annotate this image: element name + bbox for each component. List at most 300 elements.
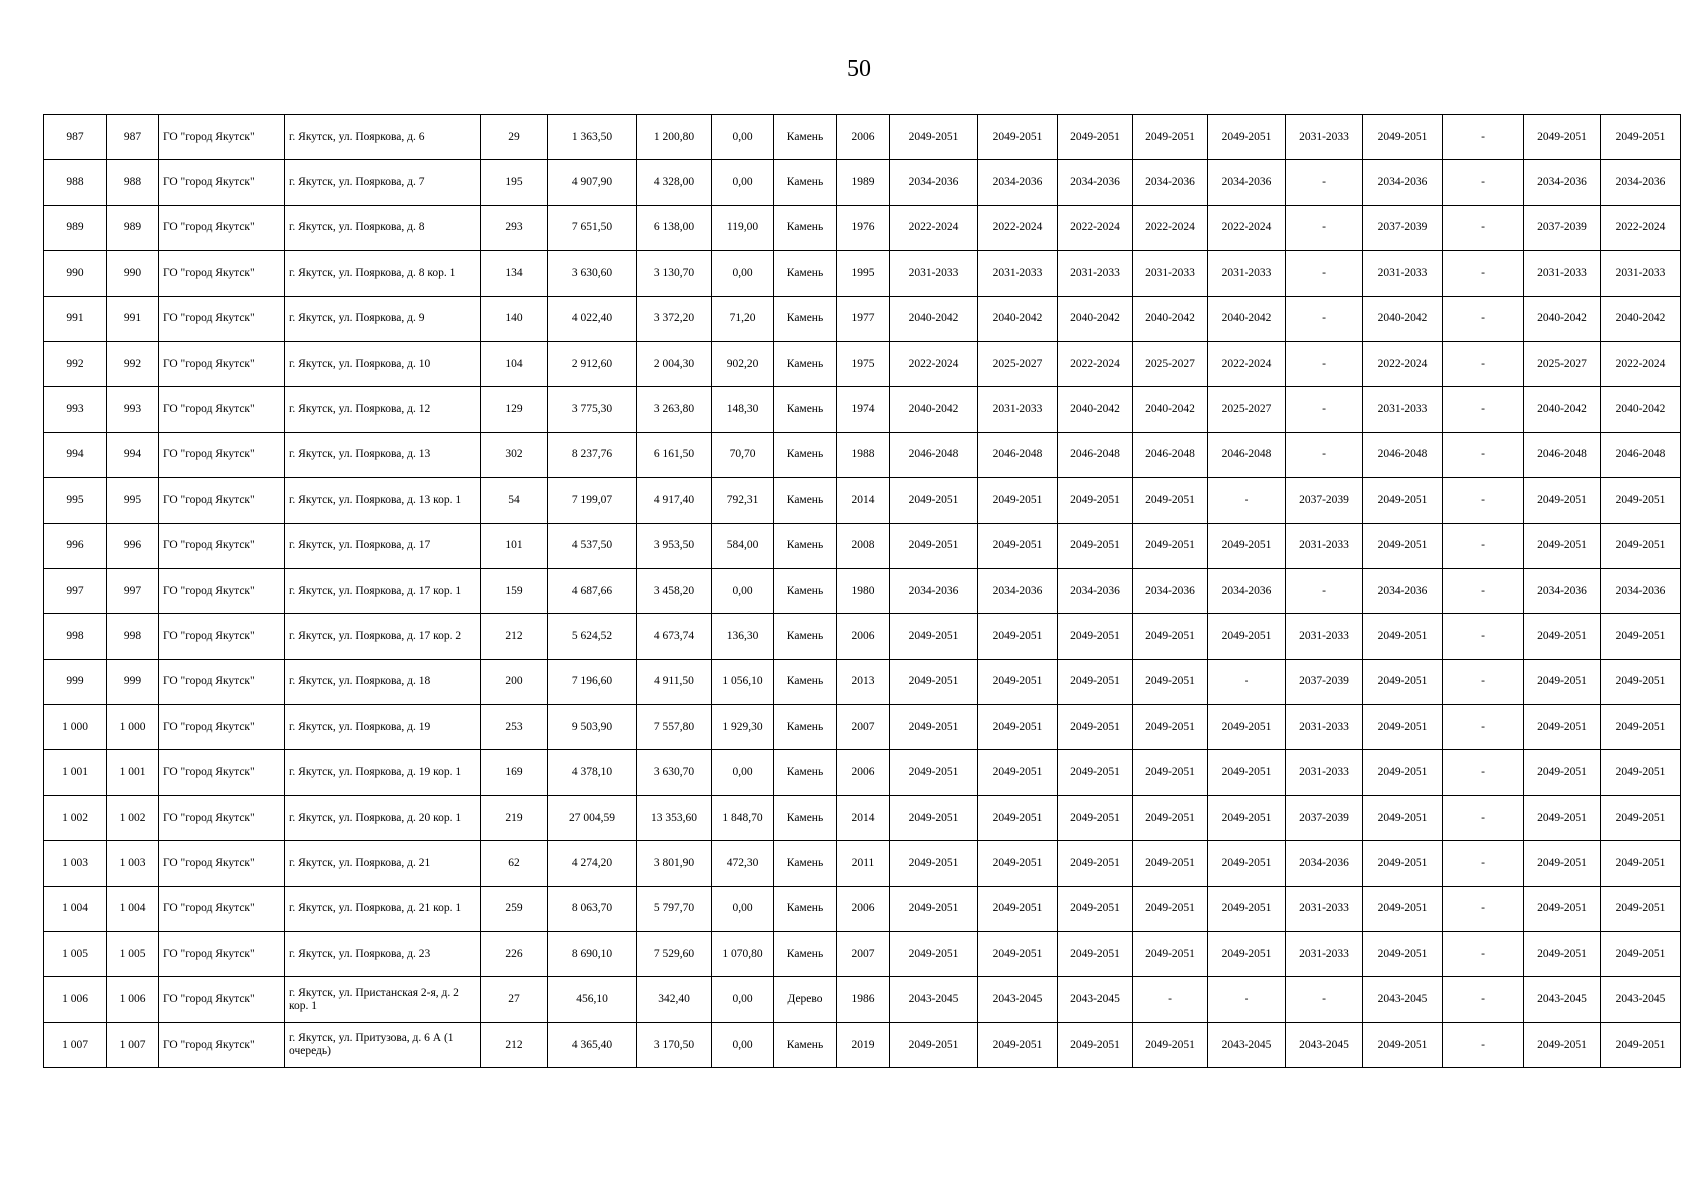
- cell-municipality: ГО "город Якутск": [159, 387, 285, 432]
- cell-period-3: 2049-2051: [1058, 1022, 1133, 1067]
- cell-period-9: 2040-2042: [1524, 296, 1601, 341]
- cell-residents: 259: [481, 886, 548, 931]
- cell-period-3: 2049-2051: [1058, 841, 1133, 886]
- cell-period-3: 2049-2051: [1058, 614, 1133, 659]
- cell-period-7: 2034-2036: [1363, 160, 1443, 205]
- cell-period-7: 2049-2051: [1363, 659, 1443, 704]
- cell-reg-num: 990: [107, 251, 159, 296]
- cell-period-7: 2034-2036: [1363, 568, 1443, 613]
- cell-period-7: 2049-2051: [1363, 841, 1443, 886]
- cell-period-5: 2049-2051: [1208, 886, 1286, 931]
- cell-residents: 212: [481, 614, 548, 659]
- cell-period-4: 2034-2036: [1133, 160, 1208, 205]
- cell-period-6: -: [1286, 341, 1363, 386]
- cell-period-8: -: [1443, 205, 1524, 250]
- cell-period-6: 2031-2033: [1286, 614, 1363, 659]
- cell-reg-num: 988: [107, 160, 159, 205]
- cell-living-area: 3 170,50: [637, 1022, 712, 1067]
- housing-registry-table: [43, 114, 1681, 1068]
- cell-period-8: -: [1443, 296, 1524, 341]
- cell-num: 1 007: [44, 1022, 107, 1067]
- cell-period-1: 2046-2048: [890, 432, 978, 477]
- cell-residents: 54: [481, 478, 548, 523]
- cell-period-5: -: [1208, 478, 1286, 523]
- cell-period-2: 2049-2051: [978, 614, 1058, 659]
- table-row: [44, 568, 1681, 613]
- cell-period-6: -: [1286, 251, 1363, 296]
- cell-period-4: 2049-2051: [1133, 478, 1208, 523]
- cell-wall-material: Камень: [774, 932, 837, 977]
- page-number: 50: [847, 56, 871, 82]
- cell-period-3: 2034-2036: [1058, 568, 1133, 613]
- cell-total-area: 8 063,70: [548, 886, 637, 931]
- cell-period-10: 2049-2051: [1601, 886, 1681, 931]
- cell-period-3: 2043-2045: [1058, 977, 1133, 1022]
- cell-num: 1 002: [44, 795, 107, 840]
- cell-municipality: ГО "город Якутск": [159, 115, 285, 160]
- cell-total-area: 8 237,76: [548, 432, 637, 477]
- cell-address: г. Якутск, ул. Пояркова, д. 20 кор. 1: [285, 795, 481, 840]
- cell-total-area: 27 004,59: [548, 795, 637, 840]
- table-row: [44, 705, 1681, 750]
- cell-living-area: 3 801,90: [637, 841, 712, 886]
- cell-year-built: 2006: [837, 886, 890, 931]
- cell-period-7: 2049-2051: [1363, 523, 1443, 568]
- cell-wall-material: Камень: [774, 160, 837, 205]
- cell-period-9: 2046-2048: [1524, 432, 1601, 477]
- cell-period-8: -: [1443, 568, 1524, 613]
- cell-period-6: -: [1286, 205, 1363, 250]
- cell-num: 991: [44, 296, 107, 341]
- cell-period-10: 2040-2042: [1601, 387, 1681, 432]
- cell-period-9: 2049-2051: [1524, 705, 1601, 750]
- cell-period-1: 2049-2051: [890, 841, 978, 886]
- cell-municipality: ГО "город Якутск": [159, 160, 285, 205]
- cell-period-2: 2046-2048: [978, 432, 1058, 477]
- cell-period-7: 2049-2051: [1363, 614, 1443, 659]
- cell-total-area: 4 907,90: [548, 160, 637, 205]
- cell-period-10: 2046-2048: [1601, 432, 1681, 477]
- cell-period-10: 2049-2051: [1601, 841, 1681, 886]
- cell-period-8: -: [1443, 841, 1524, 886]
- cell-period-3: 2022-2024: [1058, 205, 1133, 250]
- cell-period-1: 2034-2036: [890, 160, 978, 205]
- cell-living-area: 3 263,80: [637, 387, 712, 432]
- cell-period-2: 2025-2027: [978, 341, 1058, 386]
- cell-period-6: 2031-2033: [1286, 932, 1363, 977]
- cell-year-built: 2011: [837, 841, 890, 886]
- cell-wall-material: Камень: [774, 387, 837, 432]
- table-row: [44, 523, 1681, 568]
- cell-period-10: 2049-2051: [1601, 1022, 1681, 1067]
- cell-period-7: 2049-2051: [1363, 478, 1443, 523]
- cell-reg-num: 993: [107, 387, 159, 432]
- table-row: [44, 387, 1681, 432]
- cell-residents: 219: [481, 795, 548, 840]
- cell-period-4: 2031-2033: [1133, 251, 1208, 296]
- cell-year-built: 2006: [837, 750, 890, 795]
- cell-wall-material: Камень: [774, 523, 837, 568]
- cell-residents: 62: [481, 841, 548, 886]
- cell-reg-num: 1 005: [107, 932, 159, 977]
- cell-period-2: 2049-2051: [978, 705, 1058, 750]
- cell-residents: 293: [481, 205, 548, 250]
- cell-period-5: 2046-2048: [1208, 432, 1286, 477]
- cell-period-10: 2049-2051: [1601, 614, 1681, 659]
- cell-num: 999: [44, 659, 107, 704]
- cell-wall-material: Камень: [774, 251, 837, 296]
- cell-year-built: 2008: [837, 523, 890, 568]
- table-row: [44, 886, 1681, 931]
- cell-municipality: ГО "город Якутск": [159, 568, 285, 613]
- cell-wall-material: Камень: [774, 296, 837, 341]
- cell-period-8: -: [1443, 523, 1524, 568]
- cell-total-area: 4 687,66: [548, 568, 637, 613]
- cell-reg-num: 1 004: [107, 886, 159, 931]
- cell-reg-num: 997: [107, 568, 159, 613]
- cell-total-area: 7 196,60: [548, 659, 637, 704]
- cell-reg-num: 1 007: [107, 1022, 159, 1067]
- cell-nonliving-area: 0,00: [712, 568, 774, 613]
- cell-period-8: -: [1443, 659, 1524, 704]
- cell-wall-material: Камень: [774, 795, 837, 840]
- cell-year-built: 1974: [837, 387, 890, 432]
- cell-wall-material: Камень: [774, 432, 837, 477]
- cell-period-3: 2049-2051: [1058, 115, 1133, 160]
- cell-period-5: 2022-2024: [1208, 341, 1286, 386]
- cell-period-5: 2031-2033: [1208, 251, 1286, 296]
- cell-municipality: ГО "город Якутск": [159, 432, 285, 477]
- cell-period-4: 2049-2051: [1133, 932, 1208, 977]
- cell-nonliving-area: 0,00: [712, 977, 774, 1022]
- cell-year-built: 1995: [837, 251, 890, 296]
- cell-year-built: 2014: [837, 795, 890, 840]
- cell-period-5: 2022-2024: [1208, 205, 1286, 250]
- cell-period-9: 2049-2051: [1524, 750, 1601, 795]
- cell-reg-num: 1 001: [107, 750, 159, 795]
- cell-period-7: 2043-2045: [1363, 977, 1443, 1022]
- table-row: [44, 251, 1681, 296]
- cell-nonliving-area: 71,20: [712, 296, 774, 341]
- cell-num: 993: [44, 387, 107, 432]
- cell-address: г. Якутск, ул. Пояркова, д. 10: [285, 341, 481, 386]
- cell-period-5: 2049-2051: [1208, 841, 1286, 886]
- cell-period-7: 2022-2024: [1363, 341, 1443, 386]
- cell-num: 996: [44, 523, 107, 568]
- cell-period-5: 2049-2051: [1208, 750, 1286, 795]
- cell-period-4: 2049-2051: [1133, 115, 1208, 160]
- cell-period-2: 2031-2033: [978, 387, 1058, 432]
- table-row: [44, 478, 1681, 523]
- cell-reg-num: 998: [107, 614, 159, 659]
- cell-period-7: 2031-2033: [1363, 387, 1443, 432]
- cell-address: г. Якутск, ул. Притузова, д. 6 А (1 очередь): [285, 1022, 481, 1067]
- cell-address: г. Якутск, ул. Пристанская 2-я, д. 2 кор. 1: [285, 977, 481, 1022]
- cell-address: г. Якутск, ул. Пояркова, д. 12: [285, 387, 481, 432]
- cell-period-4: 2049-2051: [1133, 841, 1208, 886]
- cell-period-6: 2037-2039: [1286, 659, 1363, 704]
- table-row: [44, 205, 1681, 250]
- cell-period-5: 2043-2045: [1208, 1022, 1286, 1067]
- cell-address: г. Якутск, ул. Пояркова, д. 6: [285, 115, 481, 160]
- cell-period-4: 2025-2027: [1133, 341, 1208, 386]
- cell-num: 1 003: [44, 841, 107, 886]
- cell-period-10: 2049-2051: [1601, 705, 1681, 750]
- cell-period-5: 2049-2051: [1208, 614, 1286, 659]
- cell-period-8: -: [1443, 387, 1524, 432]
- cell-year-built: 1980: [837, 568, 890, 613]
- table-row: [44, 795, 1681, 840]
- cell-period-2: 2049-2051: [978, 886, 1058, 931]
- cell-period-2: 2049-2051: [978, 659, 1058, 704]
- cell-period-6: 2037-2039: [1286, 795, 1363, 840]
- cell-period-10: 2022-2024: [1601, 341, 1681, 386]
- table-row: [44, 341, 1681, 386]
- cell-num: 988: [44, 160, 107, 205]
- cell-residents: 104: [481, 341, 548, 386]
- cell-residents: 134: [481, 251, 548, 296]
- cell-period-2: 2031-2033: [978, 251, 1058, 296]
- cell-period-9: 2040-2042: [1524, 387, 1601, 432]
- table-row: [44, 160, 1681, 205]
- cell-nonliving-area: 119,00: [712, 205, 774, 250]
- cell-period-8: -: [1443, 750, 1524, 795]
- cell-year-built: 1977: [837, 296, 890, 341]
- cell-total-area: 3 775,30: [548, 387, 637, 432]
- cell-period-1: 2049-2051: [890, 614, 978, 659]
- cell-residents: 200: [481, 659, 548, 704]
- cell-period-10: 2049-2051: [1601, 795, 1681, 840]
- cell-period-6: 2031-2033: [1286, 115, 1363, 160]
- cell-reg-num: 994: [107, 432, 159, 477]
- cell-nonliving-area: 792,31: [712, 478, 774, 523]
- cell-period-4: 2049-2051: [1133, 705, 1208, 750]
- cell-period-3: 2022-2024: [1058, 341, 1133, 386]
- cell-address: г. Якутск, ул. Пояркова, д. 19 кор. 1: [285, 750, 481, 795]
- cell-period-3: 2049-2051: [1058, 932, 1133, 977]
- cell-wall-material: Камень: [774, 478, 837, 523]
- cell-period-2: 2040-2042: [978, 296, 1058, 341]
- cell-living-area: 5 797,70: [637, 886, 712, 931]
- cell-period-4: 2049-2051: [1133, 1022, 1208, 1067]
- cell-nonliving-area: 0,00: [712, 115, 774, 160]
- cell-municipality: ГО "город Якутск": [159, 341, 285, 386]
- cell-period-8: -: [1443, 432, 1524, 477]
- cell-period-4: 2049-2051: [1133, 614, 1208, 659]
- cell-period-10: 2049-2051: [1601, 478, 1681, 523]
- cell-reg-num: 1 006: [107, 977, 159, 1022]
- cell-living-area: 4 917,40: [637, 478, 712, 523]
- cell-period-1: 2031-2033: [890, 251, 978, 296]
- cell-period-9: 2049-2051: [1524, 478, 1601, 523]
- cell-year-built: 1988: [837, 432, 890, 477]
- cell-period-7: 2046-2048: [1363, 432, 1443, 477]
- cell-period-5: 2049-2051: [1208, 115, 1286, 160]
- cell-total-area: 7 651,50: [548, 205, 637, 250]
- cell-wall-material: Камень: [774, 750, 837, 795]
- cell-year-built: 1986: [837, 977, 890, 1022]
- cell-period-3: 2031-2033: [1058, 251, 1133, 296]
- cell-wall-material: Камень: [774, 115, 837, 160]
- cell-total-area: 7 199,07: [548, 478, 637, 523]
- cell-period-6: 2031-2033: [1286, 886, 1363, 931]
- cell-wall-material: Камень: [774, 886, 837, 931]
- cell-num: 1 000: [44, 705, 107, 750]
- cell-period-1: 2049-2051: [890, 478, 978, 523]
- cell-period-5: 2034-2036: [1208, 568, 1286, 613]
- cell-period-1: 2022-2024: [890, 205, 978, 250]
- cell-period-2: 2049-2051: [978, 932, 1058, 977]
- cell-total-area: 1 363,50: [548, 115, 637, 160]
- cell-period-4: 2046-2048: [1133, 432, 1208, 477]
- cell-total-area: 8 690,10: [548, 932, 637, 977]
- cell-residents: 169: [481, 750, 548, 795]
- cell-period-8: -: [1443, 795, 1524, 840]
- cell-year-built: 2006: [837, 614, 890, 659]
- cell-nonliving-area: 902,20: [712, 341, 774, 386]
- cell-wall-material: Камень: [774, 205, 837, 250]
- cell-municipality: ГО "город Якутск": [159, 932, 285, 977]
- cell-num: 987: [44, 115, 107, 160]
- cell-residents: 29: [481, 115, 548, 160]
- cell-period-3: 2040-2042: [1058, 387, 1133, 432]
- cell-num: 1 006: [44, 977, 107, 1022]
- cell-period-4: 2049-2051: [1133, 750, 1208, 795]
- cell-municipality: ГО "город Якутск": [159, 977, 285, 1022]
- cell-period-9: 2049-2051: [1524, 659, 1601, 704]
- cell-period-4: 2049-2051: [1133, 659, 1208, 704]
- cell-num: 994: [44, 432, 107, 477]
- cell-period-10: 2049-2051: [1601, 523, 1681, 568]
- cell-period-9: 2034-2036: [1524, 568, 1601, 613]
- cell-period-9: 2049-2051: [1524, 1022, 1601, 1067]
- cell-nonliving-area: 0,00: [712, 886, 774, 931]
- cell-period-10: 2034-2036: [1601, 160, 1681, 205]
- cell-period-2: 2049-2051: [978, 1022, 1058, 1067]
- cell-period-5: -: [1208, 659, 1286, 704]
- cell-nonliving-area: 136,30: [712, 614, 774, 659]
- cell-residents: 159: [481, 568, 548, 613]
- cell-period-9: 2025-2027: [1524, 341, 1601, 386]
- cell-period-3: 2049-2051: [1058, 659, 1133, 704]
- cell-municipality: ГО "город Якутск": [159, 523, 285, 568]
- cell-num: 1 001: [44, 750, 107, 795]
- cell-period-7: 2049-2051: [1363, 115, 1443, 160]
- cell-wall-material: Камень: [774, 1022, 837, 1067]
- cell-municipality: ГО "город Якутск": [159, 1022, 285, 1067]
- cell-living-area: 4 673,74: [637, 614, 712, 659]
- cell-nonliving-area: 0,00: [712, 750, 774, 795]
- cell-nonliving-area: 584,00: [712, 523, 774, 568]
- cell-period-4: 2049-2051: [1133, 886, 1208, 931]
- cell-total-area: 4 274,20: [548, 841, 637, 886]
- cell-period-4: 2034-2036: [1133, 568, 1208, 613]
- cell-period-8: -: [1443, 932, 1524, 977]
- cell-municipality: ГО "город Якутск": [159, 296, 285, 341]
- cell-address: г. Якутск, ул. Пояркова, д. 21: [285, 841, 481, 886]
- cell-year-built: 1976: [837, 205, 890, 250]
- cell-living-area: 3 630,70: [637, 750, 712, 795]
- cell-residents: 302: [481, 432, 548, 477]
- cell-reg-num: 987: [107, 115, 159, 160]
- cell-municipality: ГО "город Якутск": [159, 614, 285, 659]
- cell-period-8: -: [1443, 977, 1524, 1022]
- cell-period-7: 2049-2051: [1363, 932, 1443, 977]
- cell-period-1: 2022-2024: [890, 341, 978, 386]
- cell-living-area: 6 138,00: [637, 205, 712, 250]
- cell-living-area: 6 161,50: [637, 432, 712, 477]
- cell-address: г. Якутск, ул. Пояркова, д. 23: [285, 932, 481, 977]
- cell-reg-num: 1 000: [107, 705, 159, 750]
- cell-period-1: 2049-2051: [890, 750, 978, 795]
- cell-period-6: 2034-2036: [1286, 841, 1363, 886]
- cell-living-area: 1 200,80: [637, 115, 712, 160]
- cell-living-area: 7 557,80: [637, 705, 712, 750]
- cell-period-1: 2049-2051: [890, 932, 978, 977]
- cell-period-7: 2037-2039: [1363, 205, 1443, 250]
- cell-year-built: 1989: [837, 160, 890, 205]
- cell-year-built: 2014: [837, 478, 890, 523]
- cell-period-1: 2049-2051: [890, 705, 978, 750]
- cell-period-6: -: [1286, 977, 1363, 1022]
- cell-residents: 27: [481, 977, 548, 1022]
- cell-period-6: -: [1286, 296, 1363, 341]
- cell-period-9: 2031-2033: [1524, 251, 1601, 296]
- cell-address: г. Якутск, ул. Пояркова, д. 17 кор. 2: [285, 614, 481, 659]
- cell-residents: 226: [481, 932, 548, 977]
- cell-num: 1 005: [44, 932, 107, 977]
- cell-period-2: 2049-2051: [978, 115, 1058, 160]
- cell-period-6: -: [1286, 432, 1363, 477]
- cell-municipality: ГО "город Якутск": [159, 478, 285, 523]
- cell-address: г. Якутск, ул. Пояркова, д. 8: [285, 205, 481, 250]
- cell-period-3: 2034-2036: [1058, 160, 1133, 205]
- cell-period-9: 2049-2051: [1524, 886, 1601, 931]
- cell-period-2: 2049-2051: [978, 795, 1058, 840]
- cell-wall-material: Камень: [774, 705, 837, 750]
- cell-address: г. Якутск, ул. Пояркова, д. 7: [285, 160, 481, 205]
- cell-nonliving-area: 0,00: [712, 160, 774, 205]
- cell-reg-num: 991: [107, 296, 159, 341]
- cell-year-built: 2006: [837, 115, 890, 160]
- cell-num: 1 004: [44, 886, 107, 931]
- cell-period-10: 2049-2051: [1601, 659, 1681, 704]
- cell-period-10: 2049-2051: [1601, 750, 1681, 795]
- cell-nonliving-area: 1 056,10: [712, 659, 774, 704]
- cell-period-3: 2049-2051: [1058, 523, 1133, 568]
- cell-period-1: 2049-2051: [890, 795, 978, 840]
- cell-residents: 101: [481, 523, 548, 568]
- cell-period-2: 2022-2024: [978, 205, 1058, 250]
- cell-period-2: 2034-2036: [978, 568, 1058, 613]
- cell-period-8: -: [1443, 478, 1524, 523]
- cell-period-9: 2049-2051: [1524, 841, 1601, 886]
- cell-period-10: 2043-2045: [1601, 977, 1681, 1022]
- cell-period-10: 2049-2051: [1601, 932, 1681, 977]
- cell-wall-material: Камень: [774, 614, 837, 659]
- cell-total-area: 3 630,60: [548, 251, 637, 296]
- cell-period-7: 2040-2042: [1363, 296, 1443, 341]
- cell-living-area: 13 353,60: [637, 795, 712, 840]
- table-row: [44, 659, 1681, 704]
- cell-num: 992: [44, 341, 107, 386]
- cell-num: 997: [44, 568, 107, 613]
- cell-period-5: 2049-2051: [1208, 523, 1286, 568]
- cell-wall-material: Камень: [774, 568, 837, 613]
- cell-wall-material: Камень: [774, 659, 837, 704]
- cell-period-2: 2049-2051: [978, 523, 1058, 568]
- cell-period-6: 2043-2045: [1286, 1022, 1363, 1067]
